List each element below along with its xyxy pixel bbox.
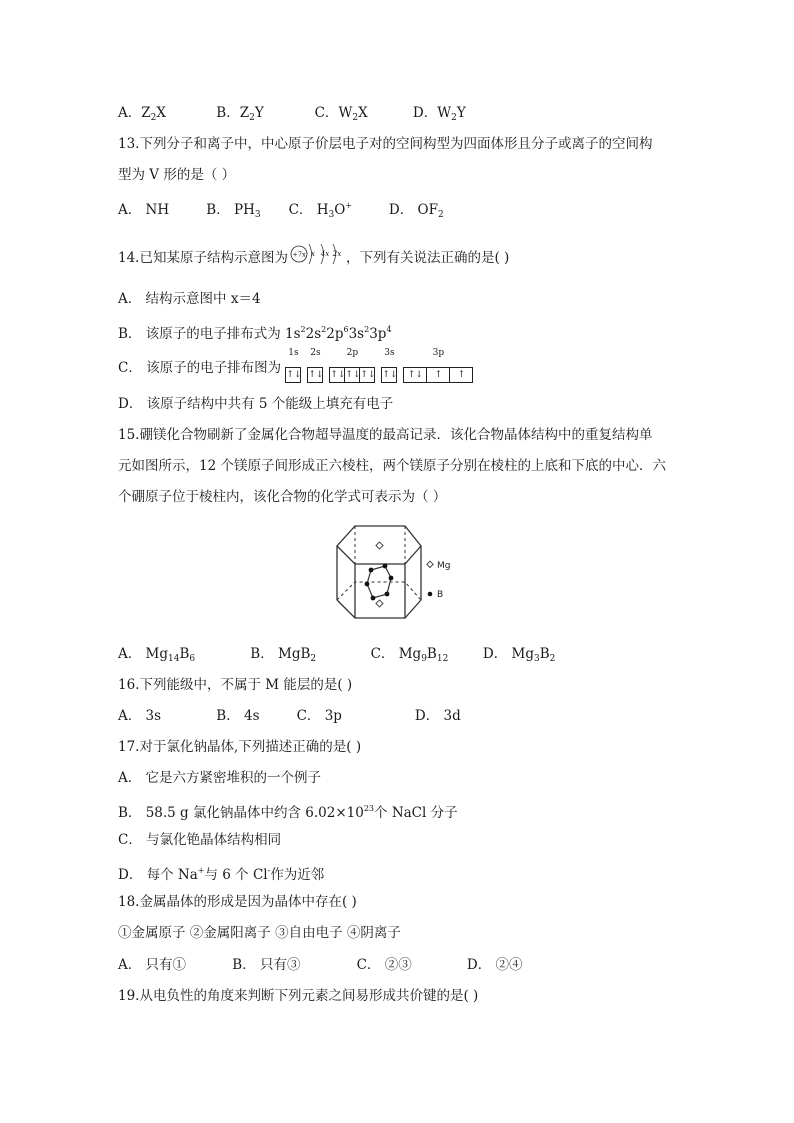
orbital-3s: 3s ↑↓ xyxy=(381,349,397,388)
orbital-1s: 1s ↑↓ xyxy=(285,349,301,388)
q18-option-b: B． 只有③ xyxy=(232,957,301,973)
q13-options xyxy=(118,197,444,224)
q16-options xyxy=(118,707,461,725)
q13-option-c: C． $H_3O^+$ xyxy=(288,201,353,220)
q17-option-d: D． 每个 Na+与 6 个 Cl-作为近邻 xyxy=(118,866,325,883)
nucleus-charge: +7x xyxy=(292,250,306,259)
shell-2-count: 4x xyxy=(320,250,330,258)
q16-option-c: C． 3p xyxy=(296,708,342,724)
q14-option-c: C． 该原子的电子排布图为 1s ↑↓ 2s ↑↓ 2p ↑↓ ↑↓ ↑↓ 3s ↑↓ 3p ↑↓ ↑ ↑ xyxy=(118,349,479,388)
q18-option-a: A． 只有① xyxy=(118,957,187,973)
q18-stem: 18.金属晶体的形成是因为晶体中存在( ) xyxy=(118,894,357,910)
q12-option-c: C．$W_2X$ xyxy=(314,105,368,123)
q15-option-c: C． $Mg_9B_{12}$ xyxy=(370,646,449,664)
q13-option-a: A． NH xyxy=(118,202,170,218)
q19-stem: 19.从电负性的角度来判断下列元素之间易形成共价键的是( ) xyxy=(118,988,479,1004)
q17-option-b: B． 58.5 g 氯化钠晶体中约含 $6.02\times 10^{23}$个 NaCl 分子 xyxy=(118,804,458,821)
q14-option-a: A． 结构示意图中 x＝4 xyxy=(118,291,261,307)
shell-3-count: 2x xyxy=(332,250,342,258)
atom-structure-diagram xyxy=(290,241,344,276)
q14-stem: 14.已知某原子结构示意图为 +7x x 4x 2x ，下列有关说法正确的是( ) xyxy=(118,241,509,276)
q16-option-d: D． 3d xyxy=(414,708,461,724)
q13-option-b: B． $PH_3$ xyxy=(206,202,261,220)
q14-option-d: D． 该原子结构中共有 5 个能级上填充有电子 xyxy=(118,396,394,412)
q17-stem: 17.对于氯化钠晶体,下列描述正确的是( ) xyxy=(118,739,362,755)
q12-option-d: D．$W_2Y$ xyxy=(412,105,466,123)
q18-options xyxy=(118,956,523,974)
q12-option-a: A．$Z_2X$ xyxy=(118,105,166,123)
orbital-2p: 2p ↑↓ ↑↓ ↑↓ xyxy=(329,349,375,388)
q15-options xyxy=(118,645,555,668)
q18-option-d: D． ②④ xyxy=(466,957,523,973)
q15-stem-line1: 15.硼镁化合物刷新了金属化合物超导温度的最高记录．该化合物晶体结构中的重复结构单 xyxy=(118,427,653,443)
q18-option-c: C． ②③ xyxy=(356,957,412,973)
q13-stem-line2: 型为 V 形的是（ ） xyxy=(118,167,236,183)
q16-stem: 16.下列能级中，不属于 M 能层的是( ) xyxy=(118,677,353,693)
q17-option-a: A． 它是六方紧密堆积的一个例子 xyxy=(118,770,322,786)
q15-option-d: D． $Mg_3B_2$ xyxy=(482,646,556,664)
legend-b-label: B xyxy=(437,590,444,600)
legend-mg-label: Mg xyxy=(437,561,451,571)
q13-option-d: D． $OF_2$ xyxy=(388,202,444,220)
q14-option-b: B． 该原子的电子排布式为 $1s^22s^22p^63s^23p^4$ xyxy=(118,325,392,342)
q15-option-a: A． $Mg_{14}B_6$ xyxy=(118,646,196,664)
q15-stem-line3: 个硼原子位于棱柱内，该化合物的化学式可表示为（ ） xyxy=(118,489,447,505)
orbital-3p: 3p ↑↓ ↑ ↑ xyxy=(403,349,473,388)
mgb2-crystal-structure-figure xyxy=(325,520,475,634)
q17-option-c: C． 与氯化铯晶体结构相同 xyxy=(118,832,282,848)
q12-options xyxy=(118,104,466,127)
q18-items: ①金属原子 ②金属阳离子 ③自由电子 ④阴离子 xyxy=(118,925,401,941)
q16-option-b: B． 4s xyxy=(216,708,260,724)
q12-option-b: B．$Z_2Y$ xyxy=(216,105,264,123)
orbital-2s: 2s ↑↓ xyxy=(307,349,323,388)
q13-stem-line1: 13.下列分子和离子中，中心原子价层电子对的空间构型为四面体形且分子或离子的空间构 xyxy=(118,136,653,152)
q15-stem-line2: 元如图所示，12 个镁原子间形成正六棱柱，两个镁原子分别在棱柱的上底和下底的中心．六 xyxy=(118,458,666,474)
shell-1-count: x xyxy=(311,250,315,258)
q15-option-b: B． MgB$_2$ xyxy=(250,646,317,664)
q16-option-a: A． 3s xyxy=(118,708,162,724)
